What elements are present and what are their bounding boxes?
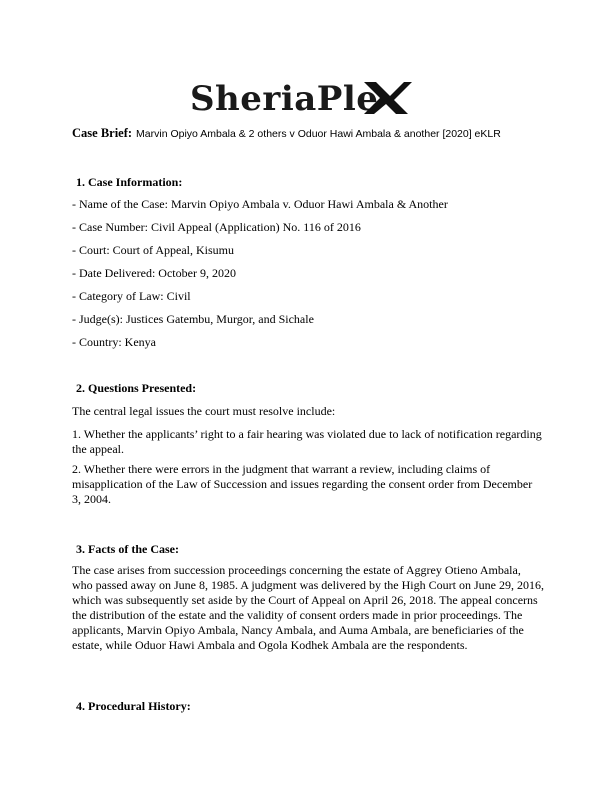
section-heading-questions-presented: 2. Questions Presented: <box>76 381 197 395</box>
case-info-item: - Judge(s): Justices Gatembu, Murgor, and Sichale <box>72 312 314 326</box>
case-info-item: - Date Delivered: October 9, 2020 <box>72 266 236 280</box>
section-heading-procedural-history: 4. Procedural History: <box>76 699 191 713</box>
case-info-item: - Name of the Case: Marvin Opiyo Ambala v. Oduor Hawi Ambala & Another <box>72 197 448 211</box>
section-heading-facts-of-the-case: 3. Facts of the Case: <box>76 542 179 556</box>
case-info-item: - Category of Law: Civil <box>72 289 191 303</box>
question-item: 1. Whether the applicants’ right to a fair hearing was violated due to lack of notification regarding the appeal. <box>72 427 542 456</box>
case-info-item: - Country: Kenya <box>72 335 156 349</box>
section-heading-case-information: 1. Case Information: <box>76 175 183 189</box>
case-brief-label: Case Brief: <box>72 126 133 140</box>
case-info-item: - Court: Court of Appeal, Kisumu <box>72 243 234 257</box>
facts-paragraph: The case arises from succession proceedings concerning the estate of Aggrey Otieno Ambala, who passed away on June 8, 1985. A judgment was delivered by the High Court on June 29, 2016, which was subsequently set aside by the Court of Appeal on April 26, 2018. The appeal concerns the distribution of the estate and the validity of consent orders made in prior proceedings. The applicants, Marvin Opiyo Ambala, Nancy Ambala, and Auma Ambala, are beneficiaries of the estate, while Oduor Hawi Ambala and Ogola Kodhek Ambala are the respondents. <box>72 563 544 652</box>
case-brief-line <box>72 124 552 143</box>
question-item: 2. Whether there were errors in the judgment that warrant a review, including claims of misapplication of the Law of Succession and issues regarding the consent order from December 3, 2004. <box>72 462 533 506</box>
case-info-item: - Case Number: Civil Appeal (Application) No. 116 of 2016 <box>72 220 361 234</box>
logo-x-mark-icon <box>362 80 414 116</box>
logo-wordmark: SheriaPle <box>190 79 379 119</box>
questions-intro: The central legal issues the court must resolve include: <box>72 404 336 418</box>
case-brief-title: Marvin Opiyo Ambala & 2 others v Oduor Hawi Ambala & another [2020] eKLR <box>136 128 501 140</box>
sheriaplex-logo <box>190 76 420 122</box>
